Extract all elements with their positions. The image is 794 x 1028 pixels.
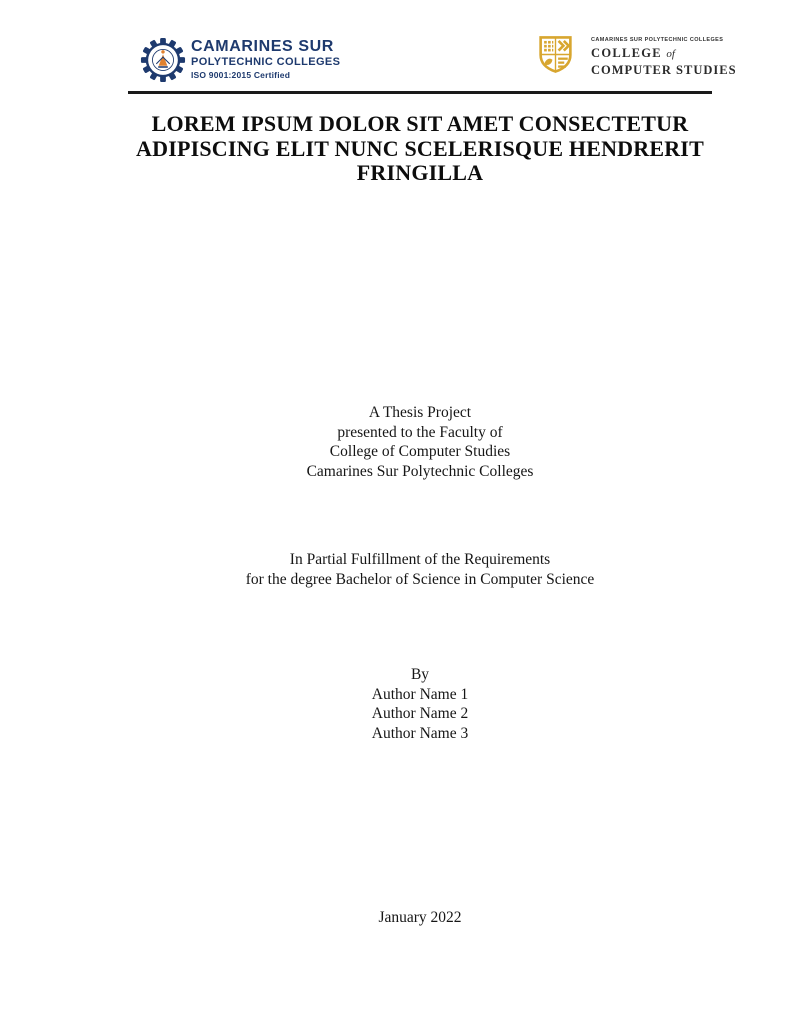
fulfillment-block xyxy=(100,550,740,589)
ccs-shield-crest-icon xyxy=(538,32,573,77)
cspc-logo xyxy=(140,35,340,85)
thesis-title-line: FRINGILLA xyxy=(356,160,484,185)
thesis-title-line: ADIPISCING ELIT NUNC SCELERISQUE HENDRERIT xyxy=(136,135,704,161)
cspc-logo-text xyxy=(191,35,340,80)
ccs-department-line: COMPUTER STUDIES xyxy=(591,62,737,77)
ccs-institution-line: CAMARINES SUR POLYTECHNIC COLLEGES xyxy=(591,37,724,43)
college-word: COLLEGE xyxy=(591,46,662,61)
header-divider-rule xyxy=(128,91,712,94)
presentation-line: A Thesis Project xyxy=(368,404,472,421)
ccs-logo-text xyxy=(591,32,737,78)
author-name: Author Name 1 xyxy=(371,685,469,703)
ccs-logo xyxy=(538,32,737,78)
author-name: Author Name 2 xyxy=(371,705,469,722)
presentation-block xyxy=(100,403,740,481)
thesis-title-line: LOREM IPSUM DOLOR SIT AMET CONSECTETUR xyxy=(151,111,689,136)
date-line: January 2022 xyxy=(378,909,462,926)
cspc-iso-certification: ISO 9001:2015 Certified xyxy=(191,70,291,81)
fulfillment-line: In Partial Fulfillment of the Requirements xyxy=(289,551,551,568)
thesis-title xyxy=(97,112,743,186)
cspc-gear-seal-icon xyxy=(140,35,186,85)
ccs-college-line xyxy=(591,47,737,61)
presentation-line: College of Computer Studies xyxy=(329,443,511,460)
fulfillment-line: for the degree Bachelor of Science in Computer Science xyxy=(245,570,595,588)
by-line: By xyxy=(410,666,430,683)
cspc-name: CAMARINES SUR xyxy=(191,38,334,55)
author-name: Author Name 3 xyxy=(371,724,469,742)
presentation-line: presented to the Faculty of xyxy=(337,423,503,441)
authors-block xyxy=(100,665,740,743)
presentation-line: Camarines Sur Polytechnic Colleges xyxy=(306,462,534,480)
of-word: of xyxy=(666,48,675,61)
cspc-subname: POLYTECHNIC COLLEGES xyxy=(191,55,341,68)
